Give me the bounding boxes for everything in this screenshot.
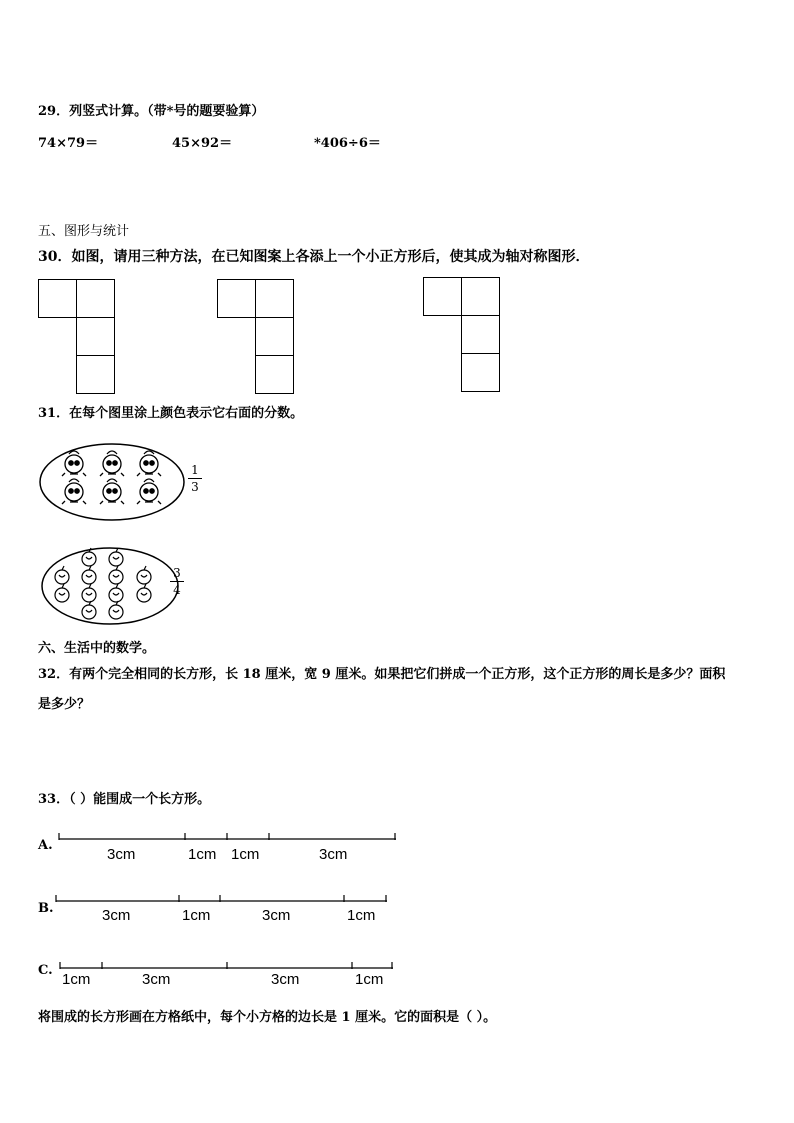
q33-a-seg-4: 3cm	[319, 846, 348, 863]
q33-b-seg-1: 3cm	[102, 907, 131, 924]
q30-title: 30．如图，请用三种方法，在已知图案上各添上一个小正方形后，使其成为轴对称图形．	[38, 249, 590, 265]
q33-b-seg-2: 1cm	[182, 907, 211, 924]
q29-item-1: 74×79＝	[38, 136, 99, 151]
q33-b-seg-4: 1cm	[347, 907, 376, 924]
q33-option-c-label: C.	[38, 963, 53, 978]
q33-a-seg-2: 1cm	[188, 846, 217, 863]
q29-item-3: *406÷6＝	[314, 136, 381, 151]
q33-followup: 将围成的长方形画在方格纸中，每个小方格的边长是 1 厘米。它的面积是（ ）。	[38, 1010, 497, 1025]
q32-line-1: 32．有两个完全相同的长方形，长 18 厘米，宽 9 厘米。如果把它们拼成一个正方形，这个正方形的周长是多少？面积	[38, 667, 726, 682]
q33-c-seg-3: 3cm	[271, 971, 300, 988]
section6-title: 六、生活中的数学。	[38, 641, 156, 656]
q33-ruler-b	[55, 893, 390, 928]
q31-fraction-1-denominator: 3	[191, 480, 199, 494]
q33-c-seg-1: 1cm	[62, 971, 91, 988]
q31-fraction-2-numerator: 3	[173, 566, 181, 580]
peach-group-1	[62, 451, 161, 504]
q31-fraction-2-denominator: 4	[173, 583, 181, 597]
q31-fraction-1	[188, 463, 202, 494]
q33-c-seg-4: 1cm	[355, 971, 384, 988]
q33-title: 33．（ ）能围成一个长方形。	[38, 792, 211, 807]
apple-group	[55, 548, 151, 619]
q33-b-seg-3: 3cm	[262, 907, 291, 924]
q32-line-2: 是多少？	[38, 697, 91, 712]
q33-c-seg-2: 3cm	[142, 971, 171, 988]
q33-a-seg-1: 3cm	[107, 846, 136, 863]
q31-fraction-1-numerator: 1	[191, 463, 199, 477]
section5-title: 五、图形与统计	[38, 224, 130, 239]
q33-ruler-c	[59, 958, 396, 993]
q33-ruler-a	[58, 831, 398, 866]
q31-oval-1	[38, 442, 188, 524]
q33-a-seg-3: 1cm	[231, 846, 260, 863]
q29-item-2: 45×92＝	[172, 136, 233, 151]
q33-option-b-label: B.	[38, 901, 54, 916]
q33-option-a-label: A.	[38, 838, 53, 853]
q31-oval-2	[40, 546, 182, 628]
q31-fraction-2	[170, 566, 184, 597]
q29-title: 29．列竖式计算。（带*号的题要验算）	[38, 104, 265, 119]
q31-title: 31．在每个图里涂上颜色表示它右面的分数。	[38, 406, 304, 421]
